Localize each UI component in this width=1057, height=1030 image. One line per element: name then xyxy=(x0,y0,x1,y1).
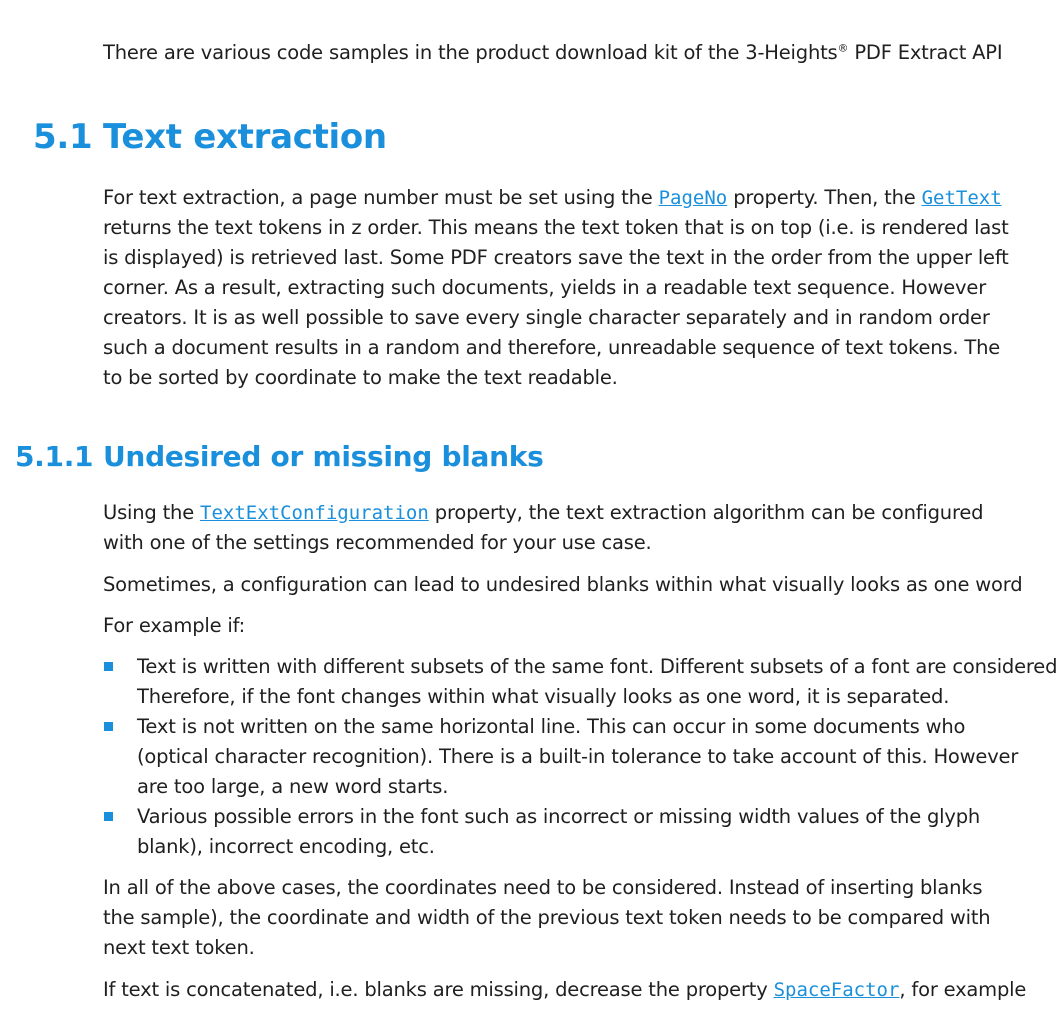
text: property, the text extraction algorithm can be configured xyxy=(428,501,984,524)
intro-text: There are various code samples in the product download kit of the 3-Heights xyxy=(103,41,838,64)
gettext-link[interactable]: GetText xyxy=(921,187,1002,209)
paragraph-line: Sometimes, a configuration can lead to undesired blanks within what visually looks as one word xyxy=(103,573,1023,596)
text: For text extraction, a page number must be set using the xyxy=(103,186,659,209)
textextconfiguration-link[interactable]: TextExtConfiguration xyxy=(200,502,429,524)
bullet-icon xyxy=(104,812,113,821)
registered-mark: ® xyxy=(837,41,849,55)
bullet-icon xyxy=(104,662,113,671)
paragraph-line: such a document results in a random and therefore, unreadable sequence of text tokens. The xyxy=(103,336,1001,359)
bullet-line: Therefore, if the font changes within what visually looks as one word, it is separated. xyxy=(137,685,950,708)
paragraph-line: to be sorted by coordinate to make the text readable. xyxy=(103,366,618,389)
bullet-line: blank), incorrect encoding, etc. xyxy=(137,835,435,858)
paragraph-line xyxy=(103,975,1026,1005)
section-title-undesired-blanks: Undesired or missing blanks xyxy=(103,440,544,473)
paragraph-line: returns the text tokens in z order. This means the text token that is on top (i.e. is rendered last xyxy=(103,216,1009,239)
paragraph-line xyxy=(103,183,1002,213)
paragraph-line: In all of the above cases, the coordinates need to be considered. Instead of inserting blanks xyxy=(103,876,983,899)
intro-text-after: PDF Extract API xyxy=(848,41,1003,64)
bullet-line: Various possible errors in the font such as incorrect or missing width values of the glyph xyxy=(137,805,981,828)
paragraph-line: the sample), the coordinate and width of the previous text token needs to be compared with xyxy=(103,906,991,929)
text: Using the xyxy=(103,501,200,524)
section-number-5-1-1: 5.1.1 xyxy=(15,440,94,473)
paragraph-line: For example if: xyxy=(103,614,245,637)
bullet-icon xyxy=(104,722,113,731)
section-number-5-1: 5.1 xyxy=(33,117,93,157)
text: , for example xyxy=(899,978,1027,1001)
paragraph-line: with one of the settings recommended for your use case. xyxy=(103,531,652,554)
bullet-line: are too large, a new word starts. xyxy=(137,775,449,798)
intro-paragraph xyxy=(103,38,1002,68)
section-title-text-extraction: Text extraction xyxy=(103,117,387,157)
paragraph-line xyxy=(103,498,983,528)
text: If text is concatenated, i.e. blanks are missing, decrease the property xyxy=(103,978,774,1001)
pageno-link[interactable]: PageNo xyxy=(658,187,728,209)
text: property. Then, the xyxy=(727,186,922,209)
bullet-line: Text is not written on the same horizontal line. This can occur in some documents who xyxy=(137,715,966,738)
paragraph-line: corner. As a result, extracting such documents, yields in a readable text sequence. However xyxy=(103,276,987,299)
paragraph-line: next text token. xyxy=(103,936,255,959)
spacefactor-link[interactable]: SpaceFactor xyxy=(773,979,900,1001)
bullet-line: (optical character recognition). There is a built-in tolerance to take account of this. However xyxy=(137,745,1019,768)
paragraph-line: is displayed) is retrieved last. Some PDF creators save the text in the order from the upper left xyxy=(103,246,1009,269)
paragraph-line: creators. It is as well possible to save every single character separately and in random order xyxy=(103,306,990,329)
bullet-line: Text is written with different subsets of the same font. Different subsets of a font are considered xyxy=(137,655,1057,678)
